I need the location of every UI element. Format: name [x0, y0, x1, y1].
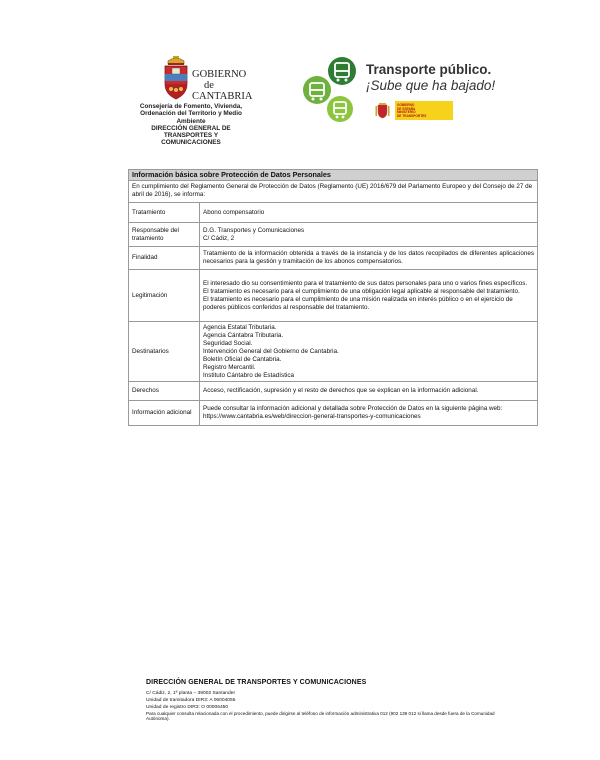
- table-intro: En cumplimiento del Reglamento General de Protección de Datos (Reglamento (UE) 2016/679 del Parlamento Europeo y del Consejo de 27 de abril de 2016), se informa:: [129, 181, 537, 203]
- transport-slogan-subtitle: ¡Sube que ha bajado!: [366, 78, 496, 93]
- table-row: [129, 322, 537, 382]
- gobierno-line-2: de: [204, 80, 214, 91]
- row-value: [200, 203, 537, 222]
- department-name: [126, 103, 256, 147]
- row-value: [200, 401, 537, 425]
- value-line: El tratamiento es necesario para el cumplimiento de una misión realizada en interés público o en el ejercicio de poderes públicos conferidos al responsable del tratamiento.: [203, 295, 513, 311]
- row-label-legitimacion: Legitimación: [129, 270, 200, 321]
- value-line: Acceso, rectificación, supresión y el resto de derechos que se explican en la información adicional.: [203, 387, 479, 394]
- table-row: [129, 270, 537, 322]
- table-row: [129, 247, 537, 270]
- page-footer: [146, 679, 506, 722]
- es-logo-line: DE TRANSPORTES: [397, 113, 427, 118]
- value-line: Abono compensatorio: [203, 208, 265, 216]
- es-logo-line: MINISTERIO: [397, 110, 416, 115]
- ministry-banner: [395, 101, 453, 120]
- footer-registry-dir3: Unidad de registro DIR3: O 00006450: [146, 705, 229, 710]
- gobierno-line-3: CANTABRIA: [192, 91, 253, 102]
- value-line: Registro Mercantil.: [203, 363, 256, 371]
- footer-address: C/ Cádiz, 2, 1ª planta – 39002 Santander: [146, 691, 236, 696]
- info-url-link[interactable]: https://www.cantabria.es/web/direccion-general-transportes-y-comunicaciones: [203, 413, 421, 420]
- value-line: Agencia Cántabra Tributaria.: [203, 331, 284, 339]
- dept-line: Ordenación del Territorio y Medio: [140, 110, 242, 118]
- transport-slogan-title: Transporte público.: [366, 62, 492, 77]
- row-label-finalidad: Finalidad: [129, 247, 200, 269]
- row-label-informacion-adicional: Información adicional: [129, 401, 200, 425]
- gobierno-espana-logo: [373, 100, 453, 121]
- gobierno-line-1: GOBIERNO: [192, 69, 247, 80]
- value-line: D.G. Transportes y Comunicaciones: [203, 226, 305, 234]
- spain-coat-of-arms-icon: [375, 102, 390, 119]
- value-line: Seguridad Social.: [203, 339, 253, 347]
- dept-line: DIRECCIÓN GENERAL DE: [151, 124, 231, 132]
- row-label-tratamiento: Tratamiento: [129, 203, 200, 222]
- data-protection-table: [128, 169, 538, 426]
- dept-line: TRANSPORTES Y: [163, 132, 219, 140]
- value-line: Puede consultar la información adicional y detallada sobre Protección de Datos en la siguiente página web:: [203, 405, 503, 412]
- row-value: [200, 270, 537, 321]
- footer-unit-dir3: Unidad de tramitadora DIR3: A 06004055: [146, 698, 236, 703]
- value-line: Tratamiento de la información obtenida a través de la instancia y de los datos recopilados de diferentes aplicaciones necesarios para la gestión y tramitación de los abonos compensatorios.: [203, 250, 534, 265]
- dept-line: Ambiente: [176, 117, 206, 125]
- value-line: El tratamiento es necesario para el cumplimiento de una obligación legal aplicable al responsable del tratamiento.: [203, 287, 520, 295]
- table-title: Información básica sobre Protección de Datos Personales: [129, 170, 537, 181]
- table-row: [129, 382, 537, 401]
- row-value: [200, 382, 537, 400]
- row-value: [200, 223, 537, 246]
- footer-title: DIRECCIÓN GENERAL DE TRANSPORTES Y COMUNICACIONES: [146, 679, 367, 686]
- dept-line: Consejería de Fomento, Vivienda,: [139, 103, 243, 110]
- footer-note: Para cualquier consulta relacionada con el procedimiento, puede dirigirse al teléfono de información administrativa 012 (902 139 012 si llama desde fuera de la Comunidad Autónoma).: [146, 711, 495, 722]
- cantabria-coat-of-arms-icon: [162, 56, 190, 101]
- value-line: Boletín Oficial de Cantabria.: [203, 355, 282, 363]
- row-label-destinatarios: Destinatarios: [129, 322, 200, 381]
- row-label-responsable: Responsable del tratamiento: [129, 223, 200, 246]
- value-line: El interesado dio su consentimiento para el tratamiento de sus datos personales para uno o varios fines específicos.: [203, 279, 528, 287]
- es-logo-line: DE ESPAÑA: [397, 106, 416, 111]
- value-line: Agencia Estatal Tributaria.: [203, 323, 277, 331]
- table-row: [129, 401, 537, 425]
- row-value: [200, 322, 537, 381]
- es-logo-line: GOBIERNO: [397, 103, 415, 107]
- table-row: [129, 223, 537, 247]
- value-line: C/ Cádiz, 2: [203, 234, 235, 242]
- value-line: Intervención General del Gobierno de Cantabria.: [203, 347, 339, 355]
- transport-icons-logo: [300, 56, 362, 128]
- table-row: [129, 203, 537, 223]
- row-value: [200, 247, 537, 269]
- row-label-derechos: Derechos: [129, 382, 200, 400]
- dept-line: COMUNICACIONES: [161, 139, 221, 147]
- value-line: Instituto Cántabro de Estadística: [203, 371, 295, 379]
